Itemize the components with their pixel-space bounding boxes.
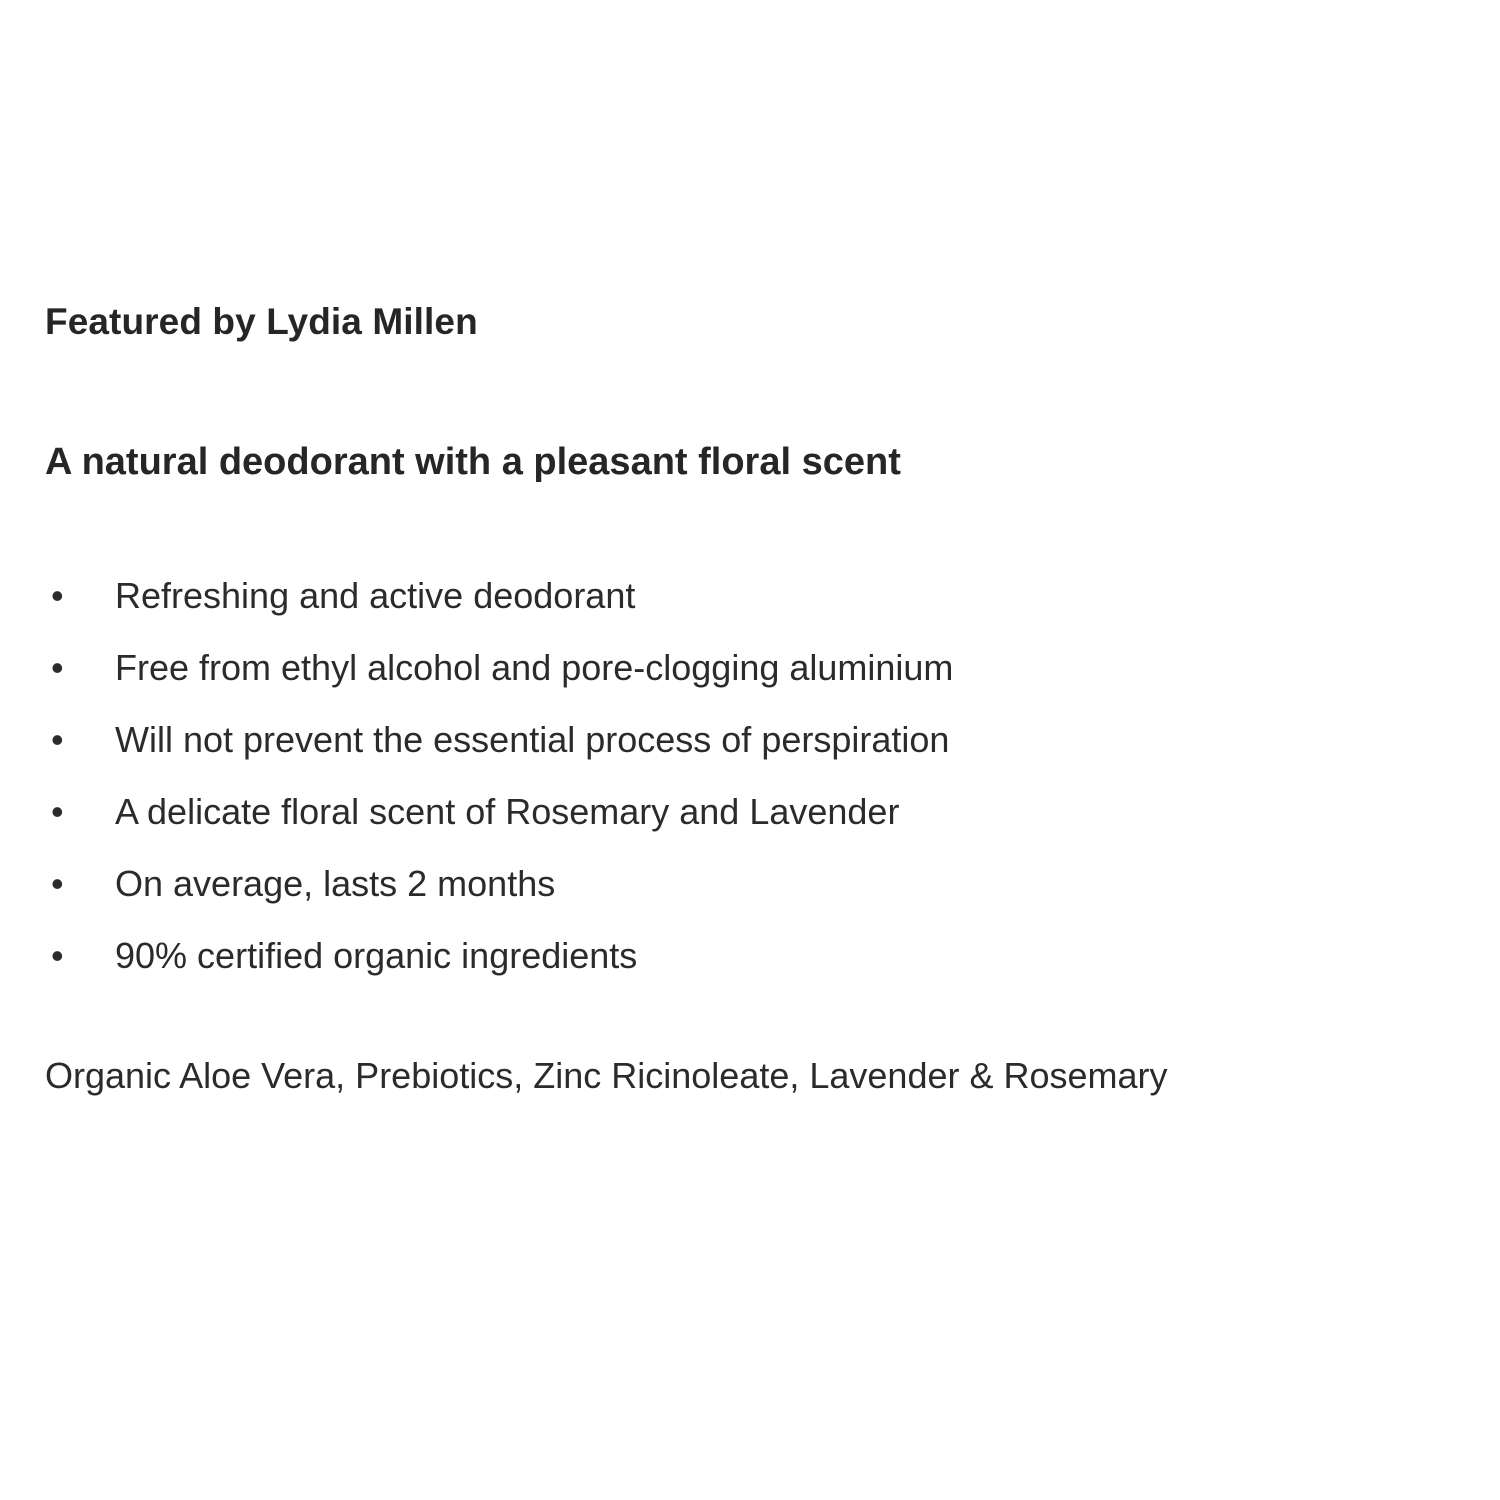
list-item-label: A delicate floral scent of Rosemary and Lavender [115, 790, 900, 832]
list-item [45, 718, 1455, 760]
product-subtitle: A natural deodorant with a pleasant floral scent [45, 441, 901, 484]
feature-bullet-list [45, 574, 1455, 976]
list-item [45, 934, 1455, 976]
list-item-label: Free from ethyl alcohol and pore-clogging aluminium [115, 646, 954, 688]
bullet-icon: • [51, 574, 64, 616]
list-item-label: On average, lasts 2 months [115, 862, 556, 904]
list-item [45, 862, 1455, 904]
featured-by-heading: Featured by Lydia Millen [45, 301, 478, 342]
list-item [45, 646, 1455, 688]
list-item-label: Will not prevent the essential process of perspiration [115, 718, 950, 760]
bullet-icon: • [51, 934, 64, 976]
bullet-icon: • [51, 790, 64, 832]
bullet-icon: • [51, 862, 64, 904]
ingredients-line: Organic Aloe Vera, Prebiotics, Zinc Ricinoleate, Lavender & Rosemary [45, 1054, 1168, 1096]
list-item-label: 90% certified organic ingredients [115, 934, 638, 976]
list-item [45, 574, 1455, 616]
bullet-icon: • [51, 718, 64, 760]
list-item-label: Refreshing and active deodorant [115, 574, 636, 616]
bullet-icon: • [51, 646, 64, 688]
list-item [45, 790, 1455, 832]
